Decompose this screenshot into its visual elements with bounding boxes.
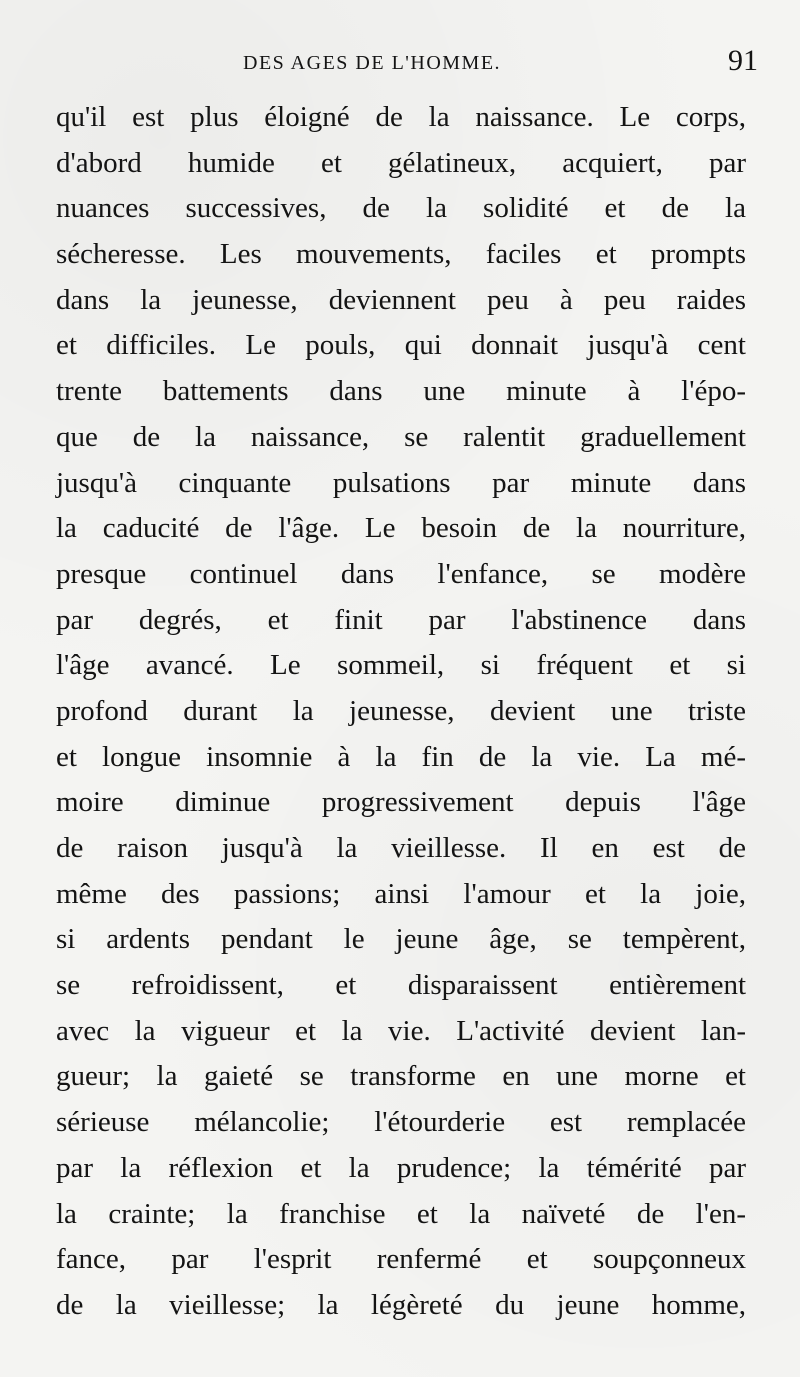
text-line-26: fance, par l'esprit renfermé et soupçonneux <box>56 1243 746 1276</box>
text-line-18: même des passions; ainsi l'amour et la joie, <box>56 877 746 910</box>
text-line-3: nuances successives, de la solidité et de la <box>56 192 746 225</box>
text-line-9: jusqu'à cinquante pulsations par minute dans <box>56 466 746 499</box>
page-header <box>0 40 800 90</box>
text-line-13: l'âge avancé. Le sommeil, si fréquent et si <box>56 649 746 682</box>
text-line-6: et difficiles. Le pouls, qui donnait jusqu'à cent <box>56 329 746 362</box>
text-line-11: presque continuel dans l'enfance, se modère <box>56 557 746 590</box>
text-line-24: par la réflexion et la prudence; la témérité par <box>56 1151 746 1184</box>
text-line-17: de raison jusqu'à la vieillesse. Il en est de <box>56 832 746 864</box>
text-line-16: moire diminue progressivement depuis l'âge <box>56 786 746 819</box>
page-number: 91 <box>728 44 758 77</box>
text-line-25: la crainte; la franchise et la naïveté de l'en- <box>56 1197 746 1230</box>
text-line-2: d'abord humide et gélatineux, acquiert, par <box>56 146 746 179</box>
text-line-7: trente battements dans une minute à l'épo- <box>56 375 746 408</box>
text-line-10: la caducité de l'âge. Le besoin de la nourriture, <box>56 512 746 545</box>
running-title: DES AGES DE L'HOMME. <box>243 52 502 74</box>
text-line-21: avec la vigueur et la vie. L'activité devient lan- <box>56 1014 746 1047</box>
text-line-14: profond durant la jeunesse, devient une triste <box>56 694 746 727</box>
text-line-20: se refroidissent, et disparaissent entièrement <box>56 969 746 1002</box>
text-line-23: sérieuse mélancolie; l'étourderie est remplacée <box>56 1106 746 1139</box>
text-line-22: gueur; la gaieté se transforme en une morne et <box>56 1060 746 1093</box>
text-line-5: dans la jeunesse, deviennent peu à peu raides <box>56 283 746 316</box>
text-line-4: sécheresse. Les mouvements, faciles et prompts <box>56 238 746 271</box>
text-line-1: qu'il est plus éloigné de la naissance. Le corps, <box>56 101 746 133</box>
text-line-19: si ardents pendant le jeune âge, se tempèrent, <box>56 923 746 956</box>
text-line-15: et longue insomnie à la fin de la vie. La mé- <box>56 740 746 773</box>
body-text <box>56 95 746 1329</box>
text-line-12: par degrés, et finit par l'abstinence dans <box>56 603 746 636</box>
text-line-27: de la vieillesse; la légèreté du jeune homme, <box>56 1288 746 1321</box>
text-line-8: que de la naissance, se ralentit graduellement <box>56 420 746 453</box>
